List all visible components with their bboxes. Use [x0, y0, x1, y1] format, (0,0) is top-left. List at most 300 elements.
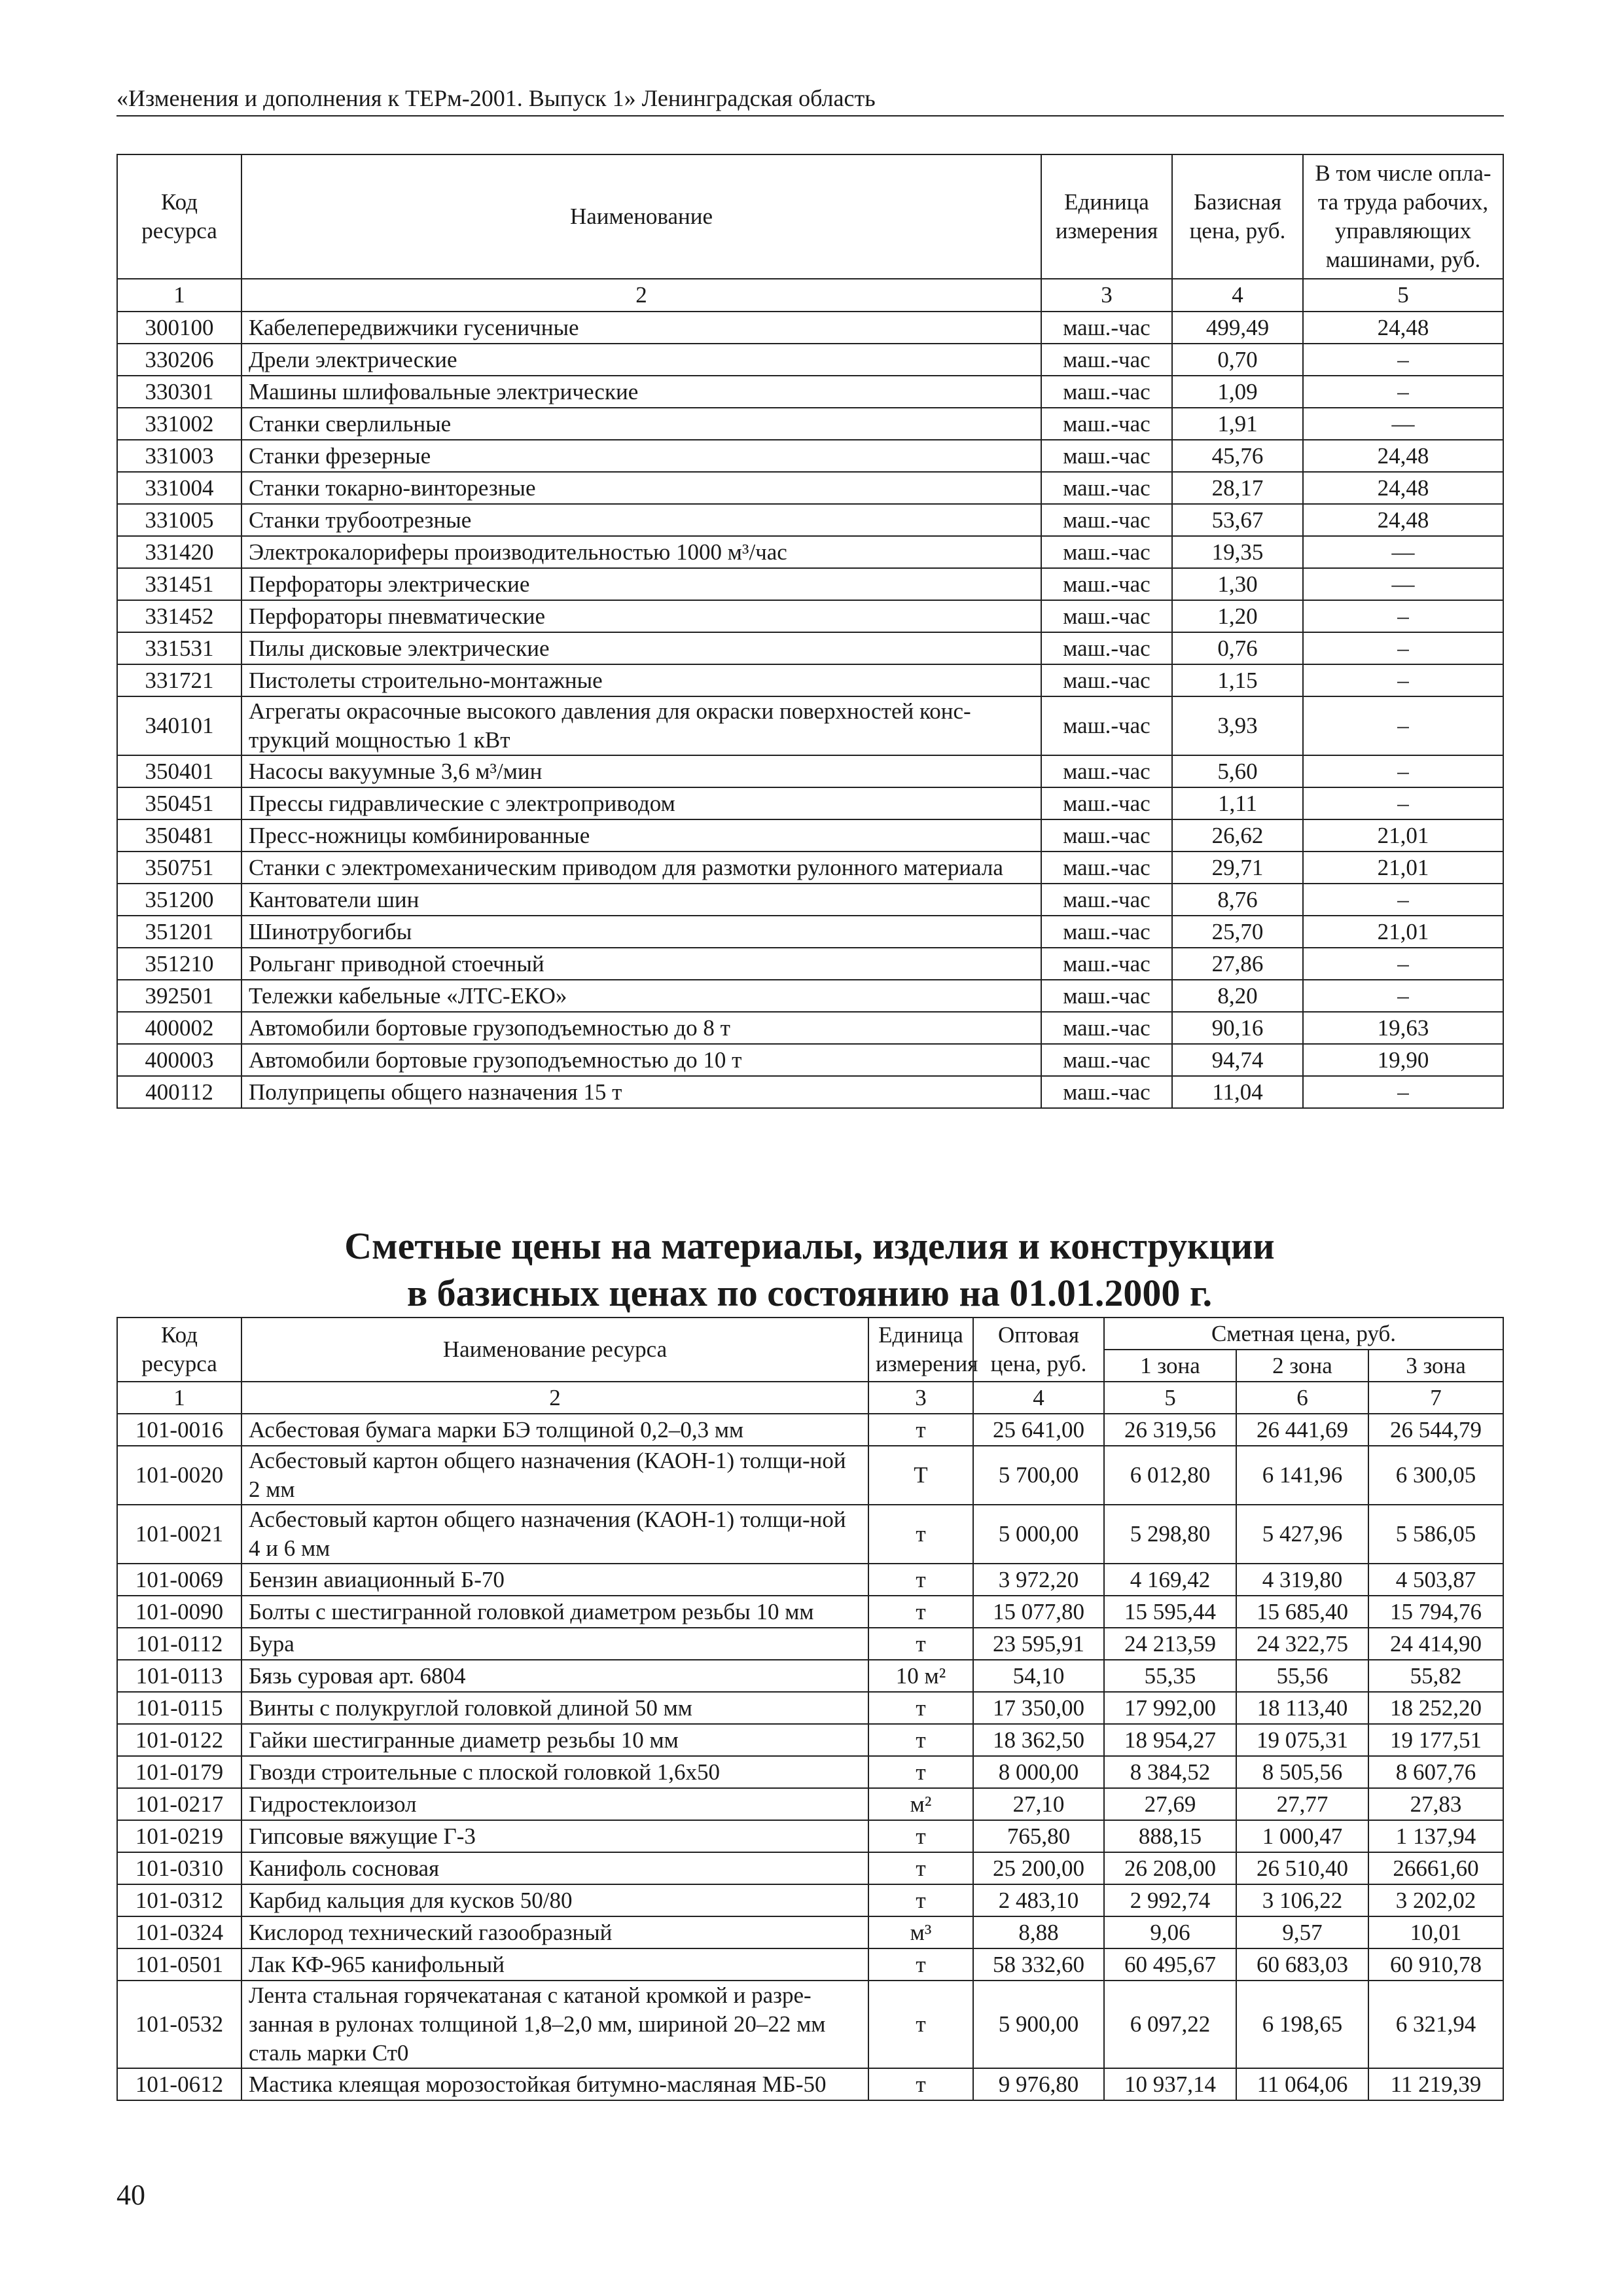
- table-row: [117, 1446, 1503, 1505]
- cell-zone-2: 18 113,40: [1236, 1692, 1368, 1724]
- header-estimate-price: Сметная цена, руб.: [1104, 1318, 1503, 1350]
- table-header-row: [117, 154, 1503, 279]
- cell-code: 331005: [117, 504, 241, 536]
- cell-unit: маш.-час: [1041, 787, 1172, 819]
- cell-unit: т: [868, 1414, 973, 1446]
- cell-wholesale-price: 23 595,91: [973, 1628, 1104, 1660]
- cell-unit: маш.-час: [1041, 536, 1172, 568]
- cell-unit: маш.-час: [1041, 916, 1172, 948]
- table-row: [117, 632, 1503, 664]
- cell-base-price: 1,30: [1172, 568, 1303, 600]
- cell-labor-cost: 24,48: [1303, 440, 1503, 472]
- cell-labor-cost: –: [1303, 600, 1503, 632]
- cell-code: 300100: [117, 312, 241, 344]
- cell-code: 101-0501: [117, 1948, 241, 1981]
- cell-labor-cost: –: [1303, 696, 1503, 755]
- cell-name: Гвозди строительные с плоской головкой 1,6х50: [241, 1756, 868, 1788]
- table-row: [117, 568, 1503, 600]
- cell-labor-cost: 21,01: [1303, 916, 1503, 948]
- cell-unit: т: [868, 1820, 973, 1852]
- cell-base-price: 53,67: [1172, 504, 1303, 536]
- cell-unit: маш.-час: [1041, 344, 1172, 376]
- cell-labor-cost: 21,01: [1303, 819, 1503, 852]
- cell-base-price: 0,70: [1172, 344, 1303, 376]
- cell-unit: 10 м²: [868, 1660, 973, 1692]
- table-row: [117, 948, 1503, 980]
- cell-wholesale-price: 25 641,00: [973, 1414, 1104, 1446]
- cell-base-price: 19,35: [1172, 536, 1303, 568]
- cell-zone-2: 6 198,65: [1236, 1981, 1368, 2068]
- cell-wholesale-price: 9 976,80: [973, 2068, 1104, 2100]
- table-row: [117, 1012, 1503, 1044]
- cell-base-price: 29,71: [1172, 852, 1303, 884]
- cell-code: 351200: [117, 884, 241, 916]
- running-header: «Изменения и дополнения к ТЕРм-2001. Выпуск 1» Ленинградская область: [116, 84, 1504, 117]
- cell-zone-1: 9,06: [1104, 1916, 1236, 1948]
- materials-table-body: [117, 1318, 1503, 2100]
- cell-code: 101-0090: [117, 1596, 241, 1628]
- cell-code: 101-0312: [117, 1884, 241, 1916]
- cell-base-price: 26,62: [1172, 819, 1303, 852]
- cell-base-price: 1,91: [1172, 408, 1303, 440]
- cell-unit: маш.-час: [1041, 755, 1172, 787]
- header-zone-1: 1 зона: [1104, 1350, 1236, 1382]
- table-row: [117, 755, 1503, 787]
- cell-zone-3: 15 794,76: [1368, 1596, 1503, 1628]
- cell-code: 101-0179: [117, 1756, 241, 1788]
- table-row: [117, 376, 1503, 408]
- table-row: [117, 1564, 1503, 1596]
- cell-zone-1: 15 595,44: [1104, 1596, 1236, 1628]
- cell-name: Машины шлифовальные электрические: [241, 376, 1041, 408]
- cell-zone-3: 60 910,78: [1368, 1948, 1503, 1981]
- cell-name: Электрокалориферы производительностью 1000 м³/час: [241, 536, 1041, 568]
- column-number: 6: [1236, 1382, 1368, 1414]
- cell-zone-1: 27,69: [1104, 1788, 1236, 1820]
- cell-unit: маш.-час: [1041, 472, 1172, 504]
- cell-base-price: 94,74: [1172, 1044, 1303, 1076]
- cell-zone-3: 4 503,87: [1368, 1564, 1503, 1596]
- table-row: [117, 1884, 1503, 1916]
- table-row: [117, 504, 1503, 536]
- cell-wholesale-price: 3 972,20: [973, 1564, 1104, 1596]
- cell-zone-3: 11 219,39: [1368, 2068, 1503, 2100]
- cell-unit: т: [868, 1756, 973, 1788]
- cell-code: 351210: [117, 948, 241, 980]
- table-row: [117, 1756, 1503, 1788]
- cell-unit: т: [868, 1884, 973, 1916]
- cell-code: 330206: [117, 344, 241, 376]
- cell-code: 331531: [117, 632, 241, 664]
- cell-labor-cost: —: [1303, 408, 1503, 440]
- table-row: [117, 536, 1503, 568]
- cell-name: Карбид кальция для кусков 50/80: [241, 1884, 868, 1916]
- cell-zone-2: 1 000,47: [1236, 1820, 1368, 1852]
- cell-name: Пресс-ножницы комбинированные: [241, 819, 1041, 852]
- cell-name: Асбестовый картон общего назначения (КАОН-1) толщи-ной 4 и 6 мм: [241, 1505, 868, 1564]
- cell-code: 331003: [117, 440, 241, 472]
- table-header-row: [117, 1318, 1503, 1350]
- cell-code: 330301: [117, 376, 241, 408]
- cell-zone-3: 6 321,94: [1368, 1981, 1503, 2068]
- table-row: [117, 884, 1503, 916]
- cell-zone-1: 24 213,59: [1104, 1628, 1236, 1660]
- cell-code: 101-0532: [117, 1981, 241, 2068]
- cell-name: Мастика клеящая морозостойкая битумно-масляная МБ-50: [241, 2068, 868, 2100]
- cell-code: 101-0324: [117, 1916, 241, 1948]
- cell-zone-2: 4 319,80: [1236, 1564, 1368, 1596]
- cell-wholesale-price: 25 200,00: [973, 1852, 1104, 1884]
- cell-zone-1: 888,15: [1104, 1820, 1236, 1852]
- table-row: [117, 1948, 1503, 1981]
- cell-zone-2: 11 064,06: [1236, 2068, 1368, 2100]
- header-zone-2: 2 зона: [1236, 1350, 1368, 1382]
- header-name: Наименование: [241, 154, 1041, 279]
- cell-name: Гидростеклоизол: [241, 1788, 868, 1820]
- cell-code: 350751: [117, 852, 241, 884]
- cell-base-price: 11,04: [1172, 1076, 1303, 1108]
- table-row: [117, 1076, 1503, 1108]
- cell-name: Станки фрезерные: [241, 440, 1041, 472]
- header-labor-cost: В том числе опла-та труда рабочих, управляющих машинами, руб.: [1303, 154, 1503, 279]
- cell-base-price: 8,20: [1172, 980, 1303, 1012]
- cell-zone-3: 5 586,05: [1368, 1505, 1503, 1564]
- table-row: [117, 1628, 1503, 1660]
- column-number: 1: [117, 1382, 241, 1414]
- cell-wholesale-price: 5 700,00: [973, 1446, 1104, 1505]
- cell-zone-1: 6 097,22: [1104, 1981, 1236, 2068]
- cell-name: Бура: [241, 1628, 868, 1660]
- column-number: 4: [973, 1382, 1104, 1414]
- cell-unit: маш.-час: [1041, 852, 1172, 884]
- section-title-line-1: Сметные цены на материалы, изделия и конструкции: [344, 1225, 1275, 1267]
- table-row: [117, 1596, 1503, 1628]
- cell-zone-3: 8 607,76: [1368, 1756, 1503, 1788]
- header-unit: Единица измерения: [868, 1318, 973, 1382]
- cell-code: 101-0016: [117, 1414, 241, 1446]
- cell-name: Станки с электромеханическим приводом для размотки рулонного материала: [241, 852, 1041, 884]
- table-row: [117, 472, 1503, 504]
- cell-name: Канифоль сосновая: [241, 1852, 868, 1884]
- cell-name: Тележки кабельные «ЛТС-ЕКО»: [241, 980, 1041, 1012]
- cell-unit: маш.-час: [1041, 632, 1172, 664]
- table-row: [117, 440, 1503, 472]
- cell-base-price: 1,09: [1172, 376, 1303, 408]
- cell-wholesale-price: 54,10: [973, 1660, 1104, 1692]
- cell-code: 101-0217: [117, 1788, 241, 1820]
- cell-code: 101-0310: [117, 1852, 241, 1884]
- cell-name: Бязь суровая арт. 6804: [241, 1660, 868, 1692]
- cell-labor-cost: —: [1303, 568, 1503, 600]
- cell-name: Автомобили бортовые грузоподъемностью до 8 т: [241, 1012, 1041, 1044]
- cell-name: Пистолеты строительно-монтажные: [241, 664, 1041, 696]
- table-row: [117, 600, 1503, 632]
- table-row: [117, 1692, 1503, 1724]
- cell-labor-cost: –: [1303, 664, 1503, 696]
- cell-zone-1: 6 012,80: [1104, 1446, 1236, 1505]
- cell-unit: т: [868, 1596, 973, 1628]
- cell-unit: т: [868, 1981, 973, 2068]
- cell-unit: маш.-час: [1041, 664, 1172, 696]
- cell-name: Полуприцепы общего назначения 15 т: [241, 1076, 1041, 1108]
- cell-code: 350481: [117, 819, 241, 852]
- cell-zone-1: 8 384,52: [1104, 1756, 1236, 1788]
- cell-zone-2: 60 683,03: [1236, 1948, 1368, 1981]
- table-row: [117, 1916, 1503, 1948]
- cell-unit: м³: [868, 1916, 973, 1948]
- header-code: Код ресурса: [117, 154, 241, 279]
- cell-unit: маш.-час: [1041, 948, 1172, 980]
- cell-zone-3: 1 137,94: [1368, 1820, 1503, 1852]
- cell-unit: маш.-час: [1041, 568, 1172, 600]
- cell-base-price: 0,76: [1172, 632, 1303, 664]
- column-number: 7: [1368, 1382, 1503, 1414]
- cell-code: 331452: [117, 600, 241, 632]
- cell-zone-2: 8 505,56: [1236, 1756, 1368, 1788]
- cell-name: Кислород технический газообразный: [241, 1916, 868, 1948]
- cell-code: 350451: [117, 787, 241, 819]
- cell-unit: м²: [868, 1788, 973, 1820]
- cell-labor-cost: –: [1303, 980, 1503, 1012]
- cell-wholesale-price: 27,10: [973, 1788, 1104, 1820]
- cell-unit: маш.-час: [1041, 980, 1172, 1012]
- materials-table: [116, 1317, 1504, 2101]
- cell-code: 101-0112: [117, 1628, 241, 1660]
- cell-name: Перфораторы пневматические: [241, 600, 1041, 632]
- cell-base-price: 28,17: [1172, 472, 1303, 504]
- cell-name: Гайки шестигранные диаметр резьбы 10 мм: [241, 1724, 868, 1756]
- cell-base-price: 45,76: [1172, 440, 1303, 472]
- table-row: [117, 1981, 1503, 2068]
- cell-code: 351201: [117, 916, 241, 948]
- table-row: [117, 1044, 1503, 1076]
- table-row: [117, 1820, 1503, 1852]
- cell-code: 331002: [117, 408, 241, 440]
- cell-name: Асбестовая бумага марки БЭ толщиной 0,2–0,3 мм: [241, 1414, 868, 1446]
- cell-code: 331451: [117, 568, 241, 600]
- cell-zone-1: 4 169,42: [1104, 1564, 1236, 1596]
- cell-wholesale-price: 18 362,50: [973, 1724, 1104, 1756]
- cell-base-price: 1,11: [1172, 787, 1303, 819]
- cell-labor-cost: 24,48: [1303, 504, 1503, 536]
- cell-code: 101-0069: [117, 1564, 241, 1596]
- cell-zone-3: 27,83: [1368, 1788, 1503, 1820]
- cell-labor-cost: –: [1303, 344, 1503, 376]
- cell-name: Лента стальная горячекатаная с катаной кромкой и разре-занная в рулонах толщиной 1,8–2,0 мм, шириной 20–22 мм сталь марки Ст0: [241, 1981, 868, 2068]
- cell-name: Насосы вакуумные 3,6 м³/мин: [241, 755, 1041, 787]
- cell-zone-1: 10 937,14: [1104, 2068, 1236, 2100]
- table-row: [117, 696, 1503, 755]
- column-number: 5: [1303, 279, 1503, 312]
- cell-labor-cost: –: [1303, 787, 1503, 819]
- cell-base-price: 90,16: [1172, 1012, 1303, 1044]
- cell-unit: маш.-час: [1041, 696, 1172, 755]
- cell-zone-3: 6 300,05: [1368, 1446, 1503, 1505]
- cell-unit: Т: [868, 1446, 973, 1505]
- cell-zone-1: 60 495,67: [1104, 1948, 1236, 1981]
- cell-wholesale-price: 17 350,00: [973, 1692, 1104, 1724]
- cell-unit: маш.-час: [1041, 884, 1172, 916]
- cell-name: Асбестовый картон общего назначения (КАОН-1) толщи-ной 2 мм: [241, 1446, 868, 1505]
- cell-wholesale-price: 5 900,00: [973, 1981, 1104, 2068]
- cell-code: 331004: [117, 472, 241, 504]
- cell-unit: маш.-час: [1041, 1012, 1172, 1044]
- cell-unit: маш.-час: [1041, 819, 1172, 852]
- machines-table-body: [117, 154, 1503, 1108]
- cell-base-price: 27,86: [1172, 948, 1303, 980]
- cell-unit: т: [868, 1724, 973, 1756]
- cell-unit: т: [868, 1564, 973, 1596]
- header-name: Наименование ресурса: [241, 1318, 868, 1382]
- cell-code: 350401: [117, 755, 241, 787]
- cell-unit: т: [868, 1628, 973, 1660]
- cell-labor-cost: –: [1303, 632, 1503, 664]
- cell-zone-3: 26661,60: [1368, 1852, 1503, 1884]
- cell-labor-cost: –: [1303, 376, 1503, 408]
- header-code: Код ресурса: [117, 1318, 241, 1382]
- column-number-row: [117, 279, 1503, 312]
- table-row: [117, 787, 1503, 819]
- cell-wholesale-price: 8,88: [973, 1916, 1104, 1948]
- cell-unit: маш.-час: [1041, 1044, 1172, 1076]
- cell-name: Перфораторы электрические: [241, 568, 1041, 600]
- cell-code: 101-0122: [117, 1724, 241, 1756]
- cell-code: 331721: [117, 664, 241, 696]
- cell-zone-2: 26 510,40: [1236, 1852, 1368, 1884]
- table-row: [117, 819, 1503, 852]
- column-number: 2: [241, 279, 1041, 312]
- cell-zone-2: 24 322,75: [1236, 1628, 1368, 1660]
- column-number: 4: [1172, 279, 1303, 312]
- cell-zone-1: 26 319,56: [1104, 1414, 1236, 1446]
- cell-unit: т: [868, 1948, 973, 1981]
- cell-code: 400003: [117, 1044, 241, 1076]
- column-number: 2: [241, 1382, 868, 1414]
- table-row: [117, 852, 1503, 884]
- cell-base-price: 25,70: [1172, 916, 1303, 948]
- cell-wholesale-price: 58 332,60: [973, 1948, 1104, 1981]
- cell-labor-cost: 24,48: [1303, 312, 1503, 344]
- cell-zone-3: 18 252,20: [1368, 1692, 1503, 1724]
- cell-name: Кабелепередвижчики гусеничные: [241, 312, 1041, 344]
- cell-code: 340101: [117, 696, 241, 755]
- cell-zone-1: 26 208,00: [1104, 1852, 1236, 1884]
- cell-labor-cost: –: [1303, 755, 1503, 787]
- cell-wholesale-price: 2 483,10: [973, 1884, 1104, 1916]
- table-row: [117, 1505, 1503, 1564]
- cell-labor-cost: 24,48: [1303, 472, 1503, 504]
- cell-labor-cost: 21,01: [1303, 852, 1503, 884]
- cell-zone-2: 5 427,96: [1236, 1505, 1368, 1564]
- cell-zone-2: 6 141,96: [1236, 1446, 1368, 1505]
- table-row: [117, 312, 1503, 344]
- cell-wholesale-price: 8 000,00: [973, 1756, 1104, 1788]
- cell-zone-1: 18 954,27: [1104, 1724, 1236, 1756]
- cell-zone-3: 3 202,02: [1368, 1884, 1503, 1916]
- cell-unit: т: [868, 1852, 973, 1884]
- cell-name: Гипсовые вяжущие Г-3: [241, 1820, 868, 1852]
- cell-labor-cost: –: [1303, 884, 1503, 916]
- cell-name: Рольганг приводной стоечный: [241, 948, 1041, 980]
- cell-labor-cost: 19,63: [1303, 1012, 1503, 1044]
- cell-name: Станки токарно-винторезные: [241, 472, 1041, 504]
- cell-base-price: 3,93: [1172, 696, 1303, 755]
- cell-code: 331420: [117, 536, 241, 568]
- header-base-price: Базисная цена, руб.: [1172, 154, 1303, 279]
- cell-zone-3: 26 544,79: [1368, 1414, 1503, 1446]
- cell-code: 101-0115: [117, 1692, 241, 1724]
- cell-unit: маш.-час: [1041, 408, 1172, 440]
- table-row: [117, 1414, 1503, 1446]
- table-row: [117, 2068, 1503, 2100]
- table-row: [117, 980, 1503, 1012]
- cell-unit: маш.-час: [1041, 600, 1172, 632]
- cell-wholesale-price: 15 077,80: [973, 1596, 1104, 1628]
- cell-zone-2: 9,57: [1236, 1916, 1368, 1948]
- cell-base-price: 5,60: [1172, 755, 1303, 787]
- cell-name: Станки сверлильные: [241, 408, 1041, 440]
- cell-labor-cost: —: [1303, 536, 1503, 568]
- cell-unit: т: [868, 1505, 973, 1564]
- cell-name: Шинотрубогибы: [241, 916, 1041, 948]
- cell-code: 101-0020: [117, 1446, 241, 1505]
- section-title-line-2: в базисных ценах по состоянию на 01.01.2000 г.: [406, 1272, 1213, 1314]
- cell-unit: маш.-час: [1041, 440, 1172, 472]
- column-number: 5: [1104, 1382, 1236, 1414]
- cell-name: Станки трубоотрезные: [241, 504, 1041, 536]
- cell-code: 400112: [117, 1076, 241, 1108]
- cell-name: Дрели электрические: [241, 344, 1041, 376]
- cell-unit: маш.-час: [1041, 1076, 1172, 1108]
- cell-zone-1: 2 992,74: [1104, 1884, 1236, 1916]
- cell-code: 101-0612: [117, 2068, 241, 2100]
- header-zone-3: 3 зона: [1368, 1350, 1503, 1382]
- cell-zone-2: 15 685,40: [1236, 1596, 1368, 1628]
- cell-base-price: 1,20: [1172, 600, 1303, 632]
- cell-labor-cost: –: [1303, 948, 1503, 980]
- cell-zone-2: 19 075,31: [1236, 1724, 1368, 1756]
- column-number-row: [117, 1382, 1503, 1414]
- cell-labor-cost: 19,90: [1303, 1044, 1503, 1076]
- header-wholesale-price: Оптовая цена, руб.: [973, 1318, 1104, 1382]
- cell-zone-3: 55,82: [1368, 1660, 1503, 1692]
- cell-name: Бензин авиационный Б-70: [241, 1564, 868, 1596]
- cell-wholesale-price: 765,80: [973, 1820, 1104, 1852]
- cell-base-price: 499,49: [1172, 312, 1303, 344]
- cell-unit: маш.-час: [1041, 504, 1172, 536]
- column-number: 3: [868, 1382, 973, 1414]
- table-row: [117, 344, 1503, 376]
- page-number: 40: [116, 2179, 145, 2211]
- cell-name: Лак КФ-965 канифольный: [241, 1948, 868, 1981]
- cell-code: 400002: [117, 1012, 241, 1044]
- cell-zone-1: 55,35: [1104, 1660, 1236, 1692]
- cell-unit: маш.-час: [1041, 312, 1172, 344]
- cell-name: Агрегаты окрасочные высокого давления для окраски поверхностей конс-трукций мощностью 1 кВт: [241, 696, 1041, 755]
- cell-labor-cost: –: [1303, 1076, 1503, 1108]
- cell-name: Винты с полукруглой головкой длиной 50 мм: [241, 1692, 868, 1724]
- cell-unit: т: [868, 1692, 973, 1724]
- header-unit: Единица измерения: [1041, 154, 1172, 279]
- cell-zone-2: 3 106,22: [1236, 1884, 1368, 1916]
- table-row: [117, 1788, 1503, 1820]
- cell-unit: маш.-час: [1041, 376, 1172, 408]
- machines-table: [116, 154, 1504, 1109]
- cell-base-price: 8,76: [1172, 884, 1303, 916]
- table-row: [117, 916, 1503, 948]
- cell-code: 101-0113: [117, 1660, 241, 1692]
- cell-zone-2: 55,56: [1236, 1660, 1368, 1692]
